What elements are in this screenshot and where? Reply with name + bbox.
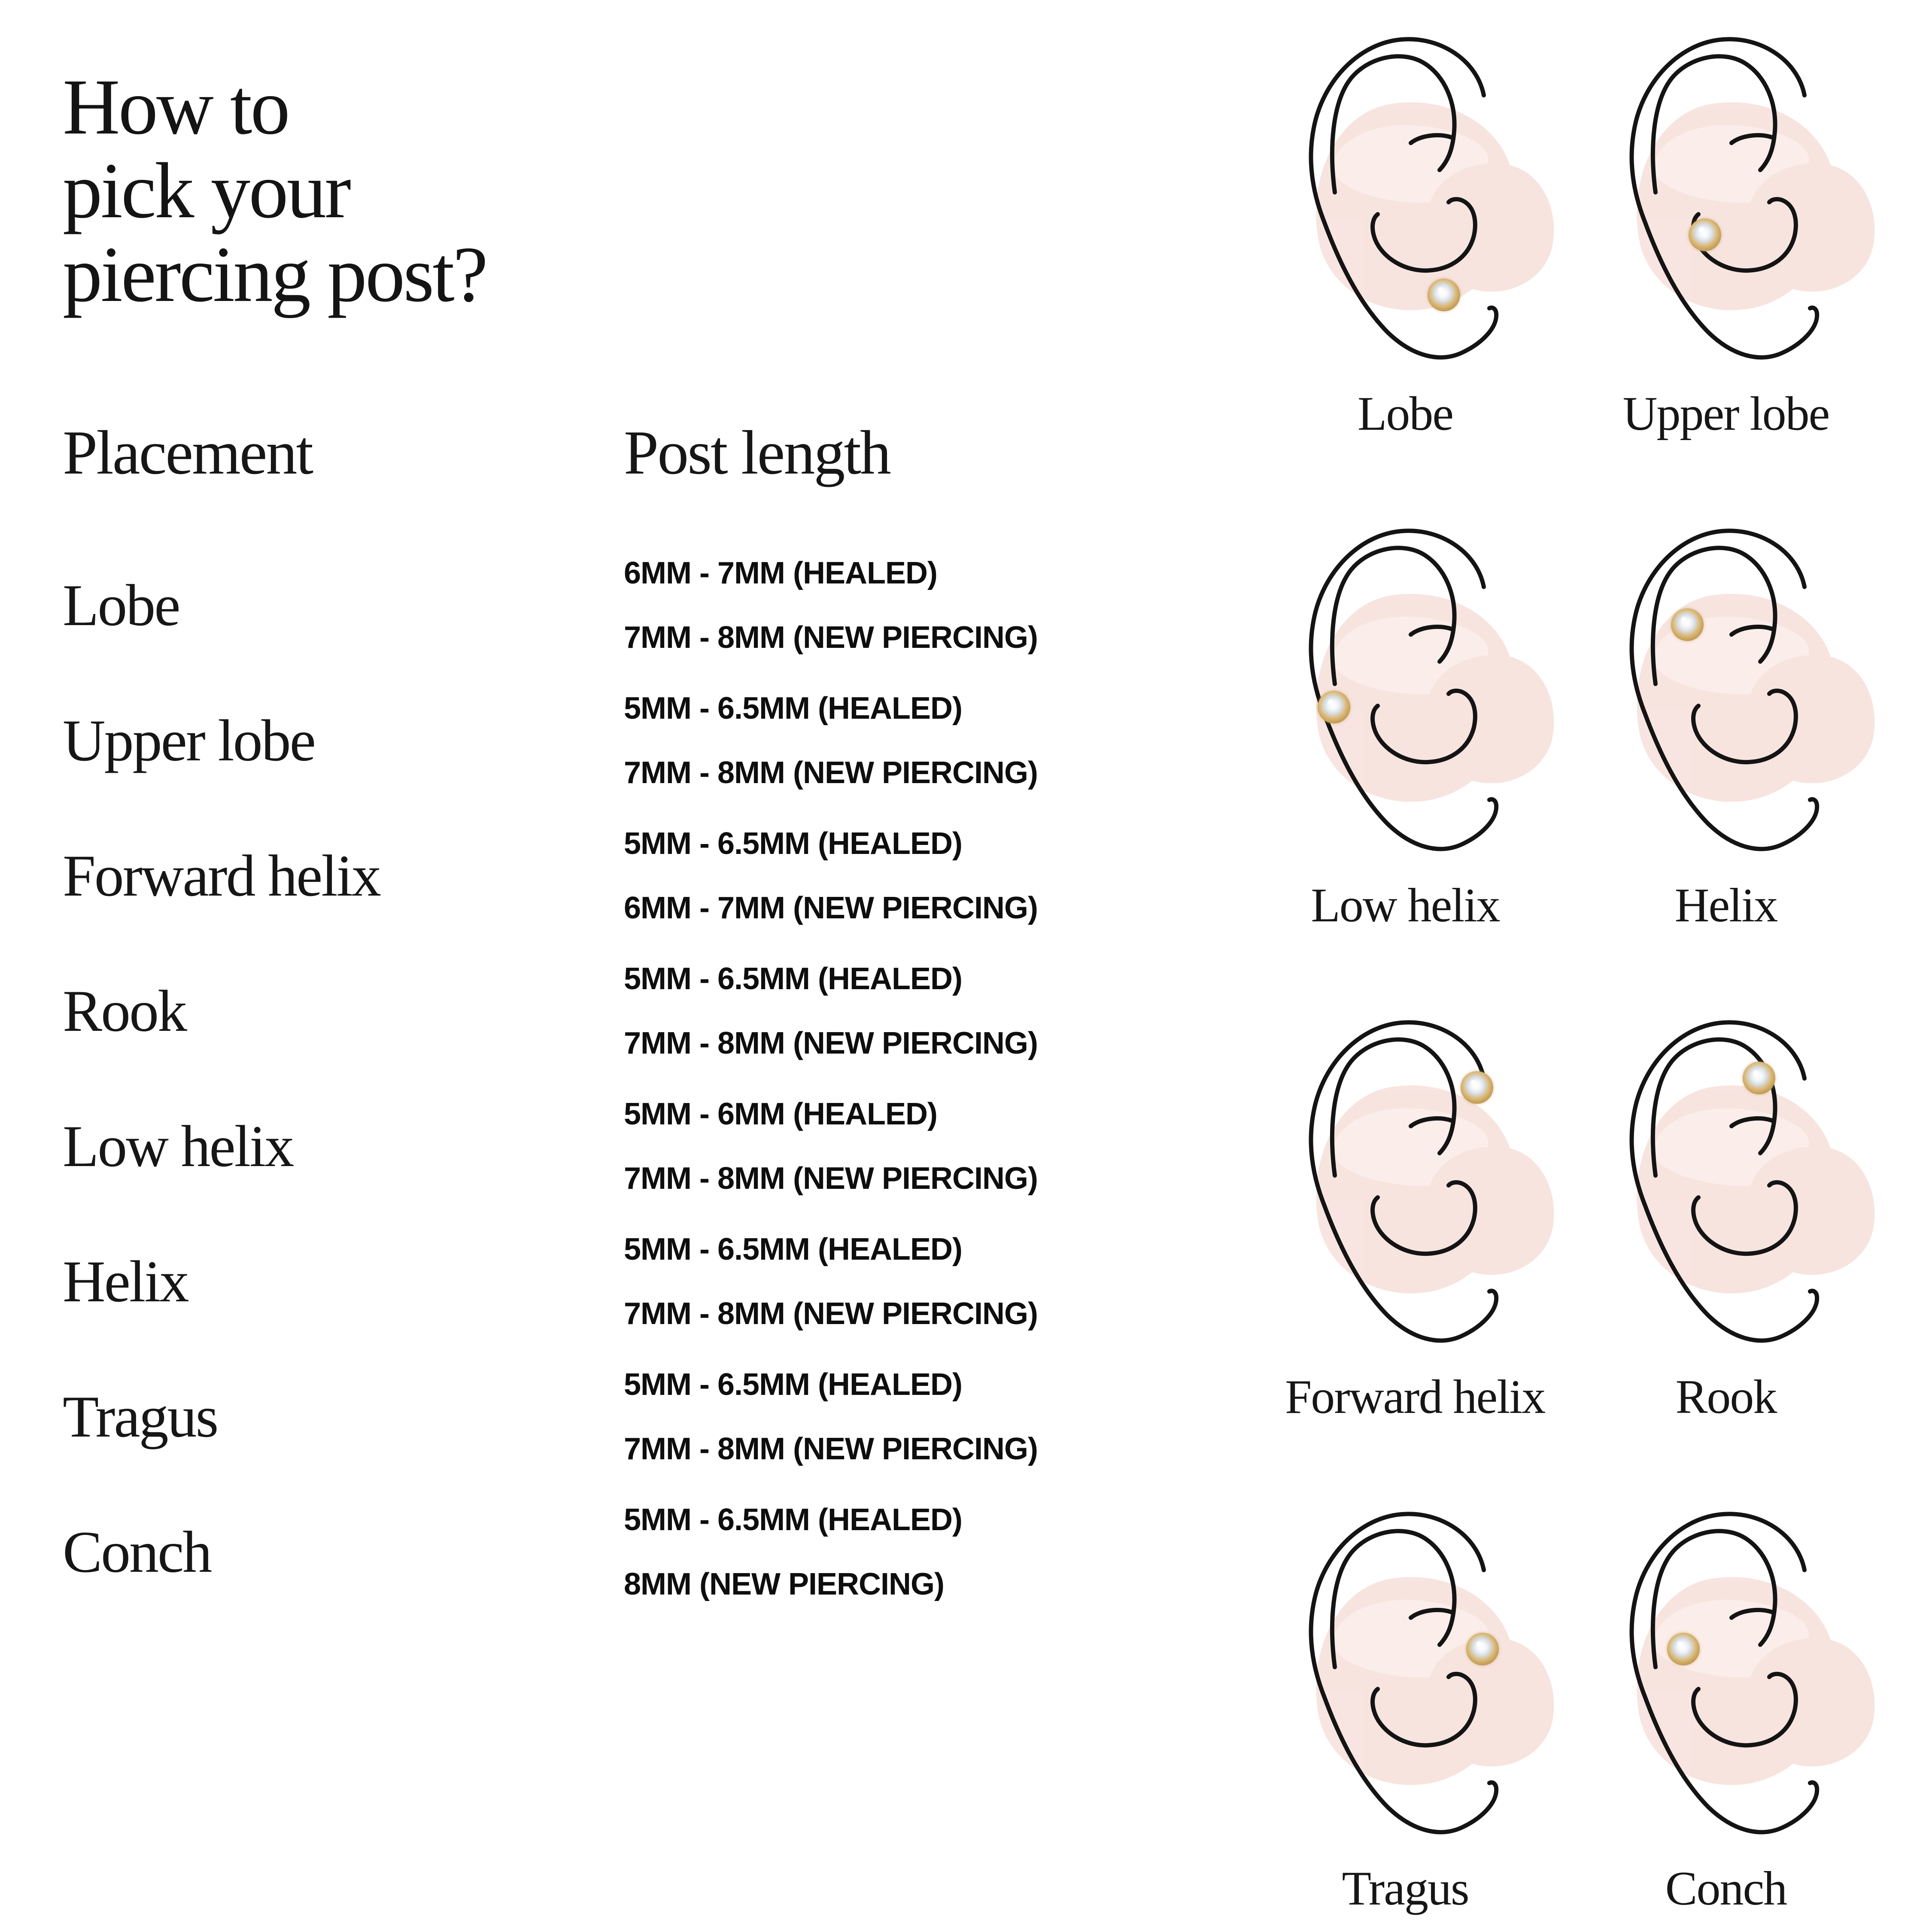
ear-outer-helix-line xyxy=(1632,531,1817,849)
ear-card xyxy=(1285,529,1525,963)
ear-card xyxy=(1285,1021,1545,1455)
ear-diagram xyxy=(1309,529,1502,847)
ear-concha-line xyxy=(1373,1182,1475,1254)
post-length-new-piercing: 8MM (NEW PIERCING) xyxy=(624,1567,944,1601)
ear-diagram xyxy=(1309,1021,1502,1339)
ear-crus-line xyxy=(1732,1118,1772,1126)
ear-card xyxy=(1606,1513,1846,1932)
ear-concha-line xyxy=(1693,1674,1796,1745)
placement-label: Upper lobe xyxy=(63,707,315,773)
post-length-new-piercing: 7MM - 8MM (NEW PIERCING) xyxy=(624,755,1038,790)
ear-card xyxy=(1606,1021,1846,1455)
ear-crus-line xyxy=(1411,627,1452,635)
post-length-values xyxy=(624,1352,1038,1481)
post-length-values xyxy=(624,541,1038,670)
piercing-placement-label: Rook xyxy=(1675,1370,1777,1424)
post-length-new-piercing: 7MM - 8MM (NEW PIERCING) xyxy=(624,1026,1038,1060)
ear-diagram xyxy=(1629,529,1823,847)
post-length-new-piercing: 7MM - 8MM (NEW PIERCING) xyxy=(624,1296,1038,1331)
ear-card xyxy=(1285,1513,1525,1932)
ear-inner-helix-line xyxy=(1332,1531,1455,1667)
ear-concha-line xyxy=(1693,1182,1796,1254)
table-row xyxy=(63,1349,1256,1484)
ear-concha-line xyxy=(1693,691,1796,762)
post-length-values xyxy=(624,1217,1038,1346)
post-length-healed: 5MM - 6.5MM (HEALED) xyxy=(624,1367,962,1402)
ear-concha-line xyxy=(1373,691,1475,762)
earring-stud-icon xyxy=(1428,279,1460,311)
page-title xyxy=(63,63,486,319)
placement-label: Rook xyxy=(63,978,186,1044)
earring-stud-icon xyxy=(1461,1071,1493,1104)
ear-outer-helix-line xyxy=(1311,39,1497,357)
ear-inner-helix-line xyxy=(1653,56,1775,192)
piercing-placement-label: Low helix xyxy=(1311,879,1500,932)
table-row xyxy=(63,1484,1256,1619)
earring-stud-icon xyxy=(1671,608,1704,641)
placement-label: Helix xyxy=(63,1248,188,1314)
post-length-healed: 5MM - 6MM (HEALED) xyxy=(624,1097,937,1131)
ear-card xyxy=(1285,38,1525,471)
post-length-new-piercing: 7MM - 8MM (NEW PIERCING) xyxy=(624,1161,1038,1196)
table-header xyxy=(63,418,1222,490)
ear-diagram xyxy=(1309,38,1502,355)
placement-label: Tragus xyxy=(63,1383,218,1449)
table-row xyxy=(63,538,1256,673)
post-length-healed: 5MM - 6.5MM (HEALED) xyxy=(624,826,962,861)
ear-card xyxy=(1606,529,1846,963)
ear-outer-helix-line xyxy=(1311,1022,1497,1340)
size-table xyxy=(63,538,1256,1619)
ear-inner-helix-line xyxy=(1653,548,1775,684)
piercing-placement-label: Lobe xyxy=(1357,387,1453,440)
piercing-placement-label: Conch xyxy=(1665,1862,1787,1915)
ear-outer-helix-line xyxy=(1311,1514,1497,1832)
post-length-values xyxy=(624,947,1038,1075)
piercing-placement-label: Upper lobe xyxy=(1622,387,1829,440)
post-length-healed: 5MM - 6.5MM (HEALED) xyxy=(624,1232,962,1267)
earring-stud-icon xyxy=(1689,219,1721,251)
post-length-new-piercing: 7MM - 8MM (NEW PIERCING) xyxy=(624,1431,1038,1466)
ear-inner-helix-line xyxy=(1653,1039,1775,1176)
ear-crus-line xyxy=(1732,1610,1772,1618)
ear-inner-helix-line xyxy=(1332,1039,1455,1176)
table-row xyxy=(63,943,1256,1078)
table-row xyxy=(63,673,1256,808)
earring-stud-icon xyxy=(1466,1633,1499,1665)
ear-card xyxy=(1606,38,1846,471)
piercing-placement-label: Tragus xyxy=(1342,1862,1469,1915)
post-length-values xyxy=(624,1082,1038,1211)
post-length-healed: 5MM - 6.5MM (HEALED) xyxy=(624,961,962,996)
earring-stud-icon xyxy=(1667,1633,1700,1665)
post-length-column-header: Post length xyxy=(624,418,890,487)
title-line: piercing post? xyxy=(63,231,486,319)
placement-label: Low helix xyxy=(63,1113,293,1179)
placement-label: Forward helix xyxy=(63,842,380,908)
placement-column-header: Placement xyxy=(63,418,313,487)
ear-outer-helix-line xyxy=(1632,1514,1817,1832)
ear-outer-helix-line xyxy=(1632,39,1817,357)
post-length-new-piercing: 7MM - 8MM (NEW PIERCING) xyxy=(624,620,1038,655)
ear-concha-line xyxy=(1373,1674,1475,1745)
ear-crus-line xyxy=(1732,135,1772,143)
placement-label: Conch xyxy=(63,1519,211,1585)
ear-outer-helix-line xyxy=(1632,1022,1817,1340)
table-row xyxy=(63,1078,1256,1214)
post-length-healed: 6MM - 7MM (HEALED) xyxy=(624,556,937,590)
title-line: pick your xyxy=(63,147,349,235)
ear-crus-line xyxy=(1411,135,1452,143)
post-length-values xyxy=(624,1488,962,1616)
post-length-new-piercing: 6MM - 7MM (NEW PIERCING) xyxy=(624,890,1038,925)
ear-diagram xyxy=(1629,1021,1823,1339)
placement-label: Lobe xyxy=(63,572,179,638)
piercing-placement-label: Forward helix xyxy=(1285,1370,1545,1424)
ear-outer-helix-line xyxy=(1311,531,1497,849)
post-length-values xyxy=(624,676,1038,805)
table-row xyxy=(63,1214,1256,1349)
ear-diagram xyxy=(1629,38,1823,355)
earring-stud-icon xyxy=(1743,1062,1775,1094)
ear-concha-line xyxy=(1373,199,1475,270)
post-length-values xyxy=(624,811,1038,940)
table-row xyxy=(63,808,1256,943)
ear-inner-helix-line xyxy=(1332,56,1455,192)
ear-diagram xyxy=(1629,1513,1823,1830)
ear-crus-line xyxy=(1411,1610,1452,1618)
ear-crus-line xyxy=(1411,1118,1452,1126)
earring-stud-icon xyxy=(1318,691,1350,723)
ear-diagram xyxy=(1309,1513,1502,1830)
post-length-healed: 5MM - 6.5MM (HEALED) xyxy=(624,1502,962,1537)
piercing-placement-label: Helix xyxy=(1674,879,1777,932)
ear-crus-line xyxy=(1732,627,1772,635)
post-length-healed: 5MM - 6.5MM (HEALED) xyxy=(624,691,962,726)
title-line: How to xyxy=(63,63,289,151)
ear-inner-helix-line xyxy=(1332,548,1455,684)
